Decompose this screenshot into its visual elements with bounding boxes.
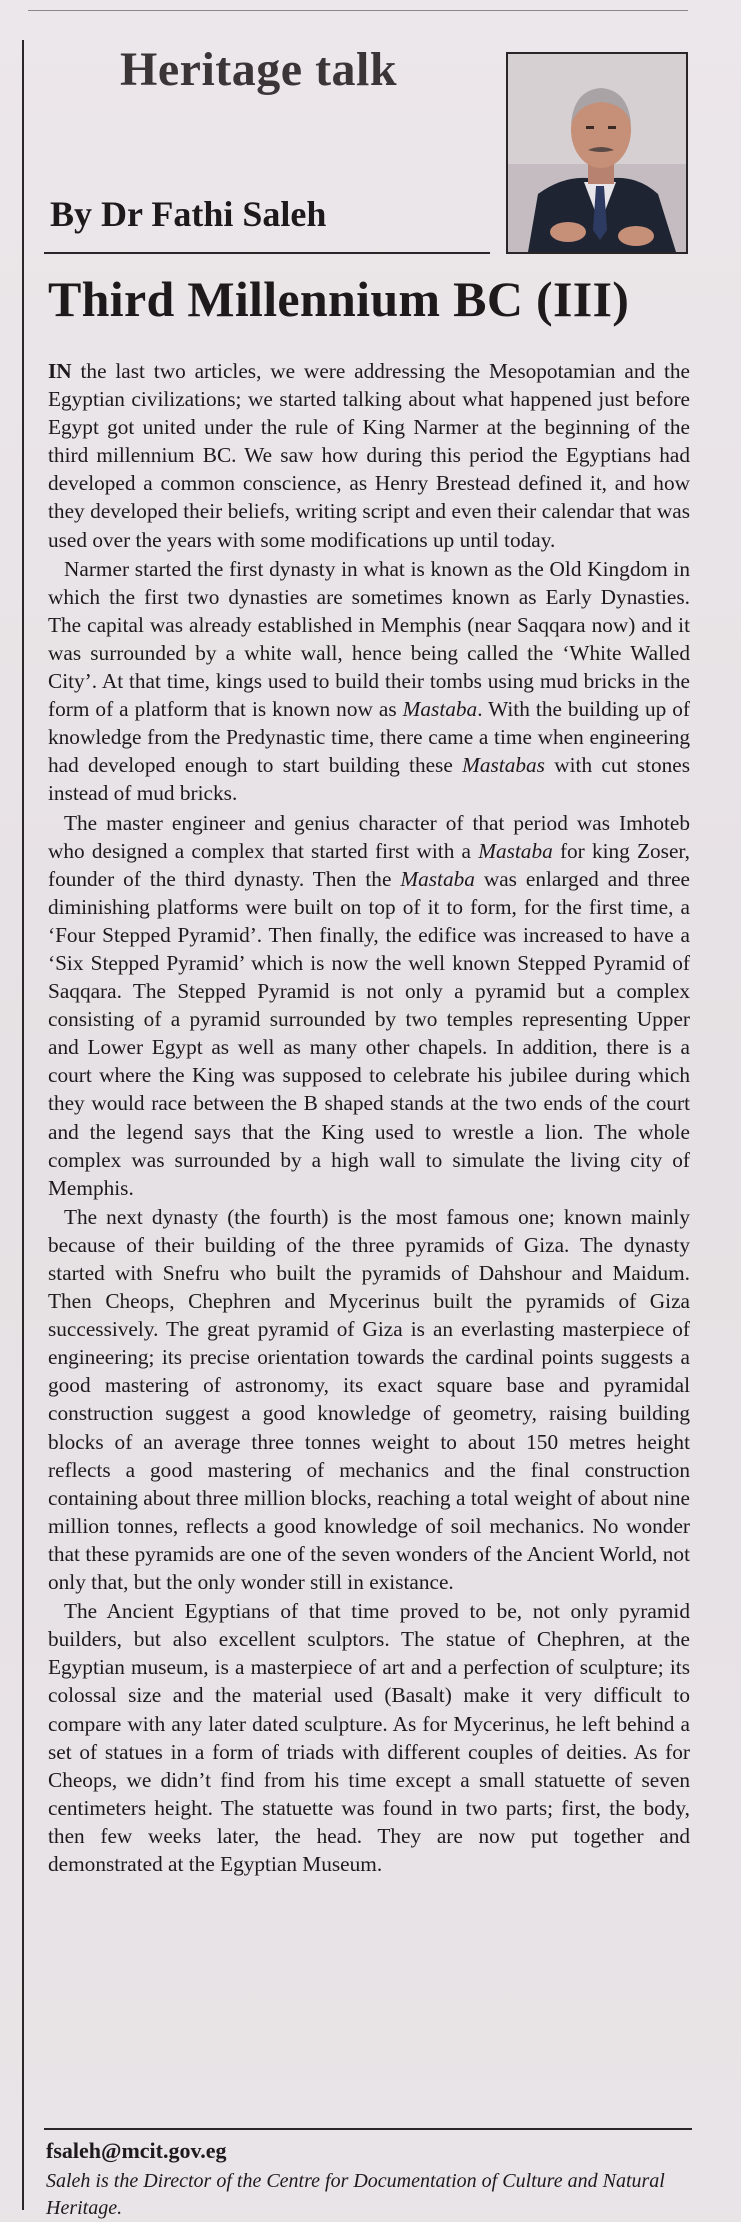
footer-rule — [44, 2128, 692, 2130]
term-mastaba: Mastaba — [478, 838, 553, 863]
paragraph-2 — [48, 555, 690, 808]
term-mastaba: Mastaba — [400, 866, 475, 891]
article-body — [48, 357, 690, 1879]
author-photo — [506, 52, 688, 254]
byline: By Dr Fathi Saleh — [50, 194, 327, 234]
paragraph-5: The Ancient Egyptians of that time proved to be, not only pyramid builders, but also excellent sculptors. The statue of Chephren, at the Egyptian museum, is a masterpiece of art and a perfection of sculpture; its colossal size and the material used (Basalt) make it very difficult to compare with any later dated sculpture. As for Mycerinus, he left behind a set of statues in a form of triads with different couples of deities. As for Cheops, we didn’t find from his time except a small statuette of seven centimeters height. The statuette was found in two parts; first, the body, then few weeks later, the head. They are now put together and demonstrated at the Egyptian Museum. — [48, 1599, 690, 1876]
paragraph-2-text-c: with cut stones instead of mud bricks. — [48, 753, 690, 806]
paragraph-3-text-a: The master engineer and genius character of that period was Imhoteb who designed a complex that started first with a — [48, 810, 690, 863]
term-mastaba: Mastaba — [402, 697, 478, 722]
paragraph-1 — [48, 357, 690, 554]
author-email: fsaleh@mcit.gov.eg — [46, 2138, 227, 2163]
top-rule — [28, 10, 688, 11]
paragraph-3-text-c: was enlarged and three diminishing platforms were built on top of it to form, for the first time, a ‘Four Stepped Pyramid’. Then finally, the edifice was increased to have a ‘Six Stepped Pyramid’ which is now the well known Stepped Pyramid of Saqqara. The Stepped Pyramid is not only a pyramid but a complex consisting of a pyramid surrounded by two temples representing Upper and Lower Egypt as well as many other chapels. In addition, there is a court where the King was supposed to celebrate his jubilee during which they would race between the B shaped stands at the two ends of the court and the legend says that the King used to wrestle a lion. The whole complex was surrounded by a high wall to simulate the living city of Memphis. — [48, 866, 690, 1200]
paragraph-4: The next dynasty (the fourth) is the most famous one; known mainly because of their building of the three pyramids of Giza. The dynasty started with Snefru who built the pyramids of Dahshour and Maidum. Then Cheops, Chephren and Mycerinus built the pyramids of Giza successively. The great pyramid of Giza is an everlasting masterpiece of engineering; its precise orientation towards the cardinal points suggests a good mastering of astronomy, its exact square base and pyramidal construction suggest a good knowledge of geometry, raising building blocks of an average three tonnes weight to about 150 metres height reflects a good mastering of mechanics and the final construction containing about three million blocks, reaching a total weight of about nine million tonnes, reflects a good knowledge of soil mechanics. No wonder that these pyramids are one of the seven wonders of the Ancient World, not only that, but the only wonder still in existance. — [48, 1204, 690, 1595]
term-mastabas: Mastabas — [462, 753, 545, 778]
author-portrait-image — [508, 54, 686, 252]
byline-rule — [44, 252, 490, 254]
left-column-rule — [22, 40, 24, 2210]
paragraph-2-text-a: Narmer started the first dynasty in what is known as the Old Kingdom in which the first two dynasties are sometimes known as Early Dynasties. The capital was already established in Memphis (near Saqqara now) and it was surrounded by a white wall, hence being called the ‘White Walled City’. At that time, kings used to build their tombs using mud bricks in the form of a platform that is known now as — [48, 556, 690, 722]
article-headline: Third Millennium BC (III) — [48, 271, 630, 327]
author-bio: Saleh is the Director of the Centre for Documentation of Culture and Natural Heritage. — [46, 2170, 665, 2219]
paragraph-2-text-b: . With the building up of knowledge from the Predynastic time, there came a time when engineering had developed enough to start building these — [48, 697, 691, 778]
column-kicker: Heritage talk — [120, 43, 398, 96]
paragraph-3 — [48, 809, 690, 1202]
paragraph-3-text-b: for king Zoser, founder of the third dynasty. Then the — [48, 838, 690, 891]
paragraph-1-text: the last two articles, we were addressing the Mesopotamian and the Egyptian civilizations; we started talking about what happened just before Egypt got united under the rule of King Narmer at the beginning of the third millennium BC. We saw how during this period the Egyptians had developed a common conscience, as Henry Brestead defined it, and how they developed their beliefs, writing script and even their calendar that was used over the years with some modifications up until today. — [48, 359, 690, 552]
lead-in: IN — [48, 359, 72, 383]
